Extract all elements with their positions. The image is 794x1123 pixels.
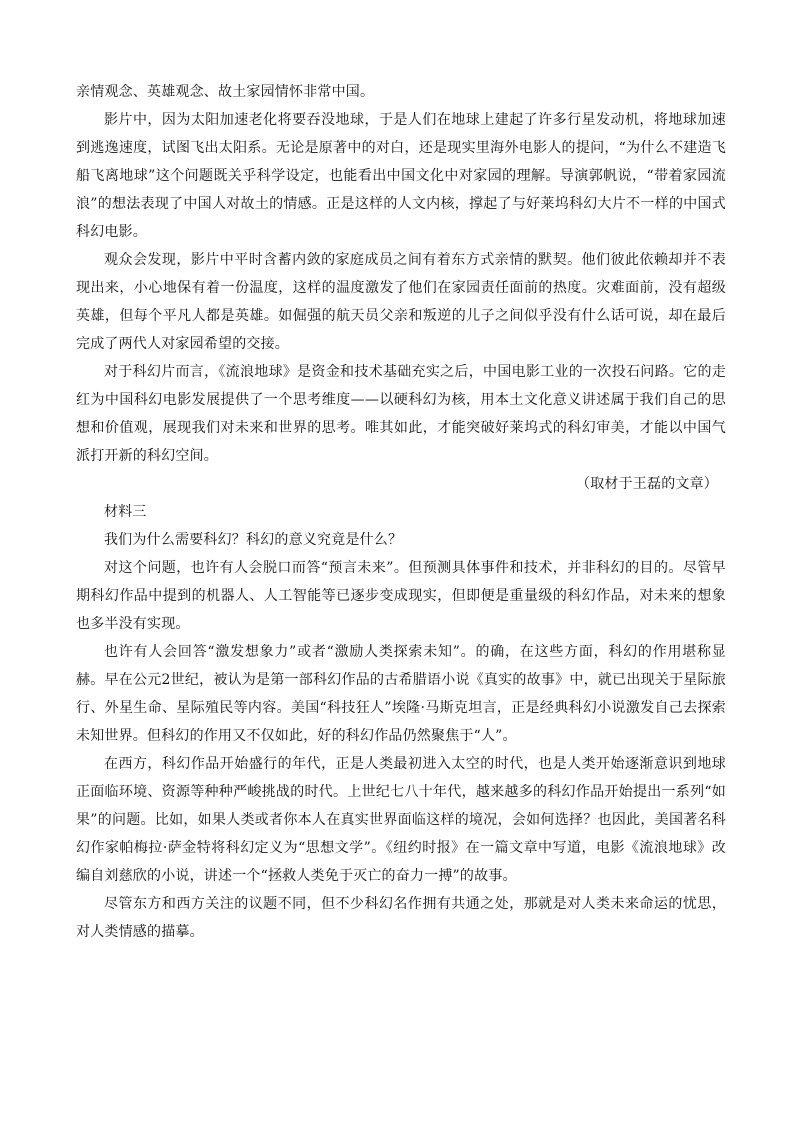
section-question: 我们为什么需要科幻？科幻的意义究竟是什么？ bbox=[104, 532, 403, 548]
source-attribution: （取材于王磊的文章） bbox=[576, 476, 718, 492]
document-body bbox=[76, 78, 726, 946]
paragraph-west: 在西方，科幻作品开始盛行的年代，正是人类最初进入太空的时代，也是人类开始逐渐意识到地球正面临环境、资源等种种严峻挑战的时代。上世纪七八十年代，越来越多的科幻作品开始提出一系列“如果”的问题。比如，如果人类或者你本人在真实世界面临这样的境况，会如何选择？也因此，美国著名科幻作家帕梅拉·萨金特将科幻定义为“思想文学”。《纽约时报》在一篇文章中写道，电影《流浪地球》改编自刘慈欣的小说，讲述一个“拯救人类免于灭亡的奋力一搏”的故事。 bbox=[76, 756, 726, 884]
paragraph-family-bonds: 观众会发现，影片中平时含蓄内敛的家庭成员之间有着东方式亲情的默契。他们彼此依赖却并不表现出来，小心地保有着一份温度，这样的温度激发了他们在家园责任面前的热度。灾难面前，没有超级英雄，但每个平凡人都是英雄。如倔强的航天员父亲和叛逆的儿子之间似乎没有什么话可说，却在最后完成了两代人对家园希望的交接。 bbox=[76, 252, 726, 352]
paragraph-film-plot: 影片中，因为太阳加速老化将要吞没地球，于是人们在地球上建起了许多行星发动机，将地球加速到逃逸速度，试图飞出太阳系。无论是原著中的对白，还是现实里海外电影人的提问，“为什么不建造飞船飞离地球”这个问题既关乎科学设定，也能看出中国文化中对家园的理解。导演郭帆说，“带着家园流浪”的想法表现了中国人对故土的情感。正是这样的人文内核，撑起了与好莱坞科幻大片不一样的中国式科幻电影。 bbox=[76, 112, 726, 240]
paragraph-industry: 对于科幻片而言，《流浪地球》是资金和技术基础充实之后，中国电影工业的一次投石问路。它的走红为中国科幻电影发展提供了一个思考维度——以硬科幻为核，用本土文化意义讲述属于我们自己的思想和价值观，展现我们对未来和世界的思考。唯其如此，才能突破好莱坞式的科幻审美，才能以中国气派打开新的科幻空间。 bbox=[76, 364, 726, 464]
paragraph-prediction: 对这个问题，也许有人会脱口而答“预言未来”。但预测具体事件和技术，并非科幻的目的。尽管早期科幻作品中提到的机器人、人工智能等已逐步变成现实，但即便是重量级的科幻作品，对未来的想象也多半没有实现。 bbox=[76, 560, 726, 632]
paragraph-imagination: 也许有人会回答“激发想象力”或者“激励人类探索未知”。的确，在这些方面，科幻的作用堪称显赫。早在公元2世纪，被认为是第一部科幻作品的古希腊语小说《真实的故事》中，就已出现关于星际旅行、外星生命、星际殖民等内容。美国“科技狂人”埃隆·马斯克坦言，正是经典科幻小说激发自己去探索未知世界。但科幻的作用又不仅如此，好的科幻作品仍然聚焦于“人”。 bbox=[76, 644, 726, 744]
paragraph-conclusion: 尽管东方和西方关注的议题不同，但不少科幻名作拥有共通之处，那就是对人类未来命运的忧思，对人类情感的描摹。 bbox=[76, 896, 726, 940]
paragraph-continuation: 亲情观念、英雄观念、故土家园情怀非常中国。 bbox=[76, 84, 375, 100]
section-heading: 材料三 bbox=[104, 504, 147, 520]
